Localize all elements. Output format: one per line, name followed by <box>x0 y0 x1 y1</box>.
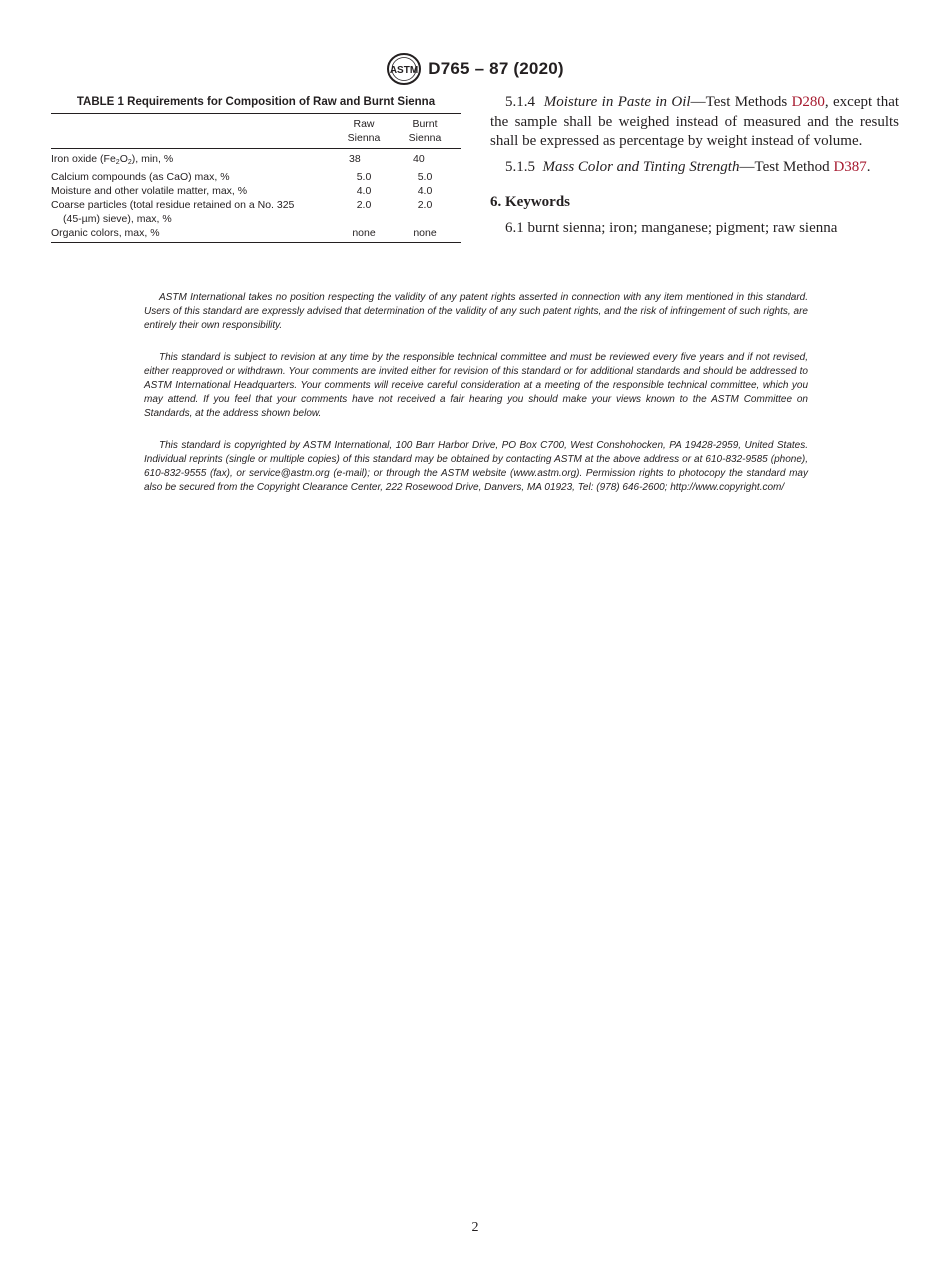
section-heading-keywords: 6. Keywords <box>490 194 570 210</box>
paragraph-5-1-5: 5.1.5 Mass Color and Tinting Strength—Test Method D387. <box>505 158 871 175</box>
table-row <box>51 198 461 226</box>
row-label: Calcium compounds (as CaO) max, % <box>51 171 230 183</box>
svg-text:ASTM: ASTM <box>390 65 419 76</box>
right-column-text <box>490 93 899 238</box>
row-label: Organic colors, max, % <box>51 226 339 243</box>
revision-note: This standard is subject to revision at any time by the responsible technical committee and must be reviewed every five years and if not revised, either reapproved or withdrawn. Your comments are invited either for revision of this standard or for additional standards and should be addressed to ASTM International Headquarters. Your comments will receive careful consideration at a meeting of the responsible technical committee, which you may attend. If you feel that your comments have not received a fair hearing you should make your views known to the ASTM Committee on Standards, at the address shown below. <box>144 352 808 419</box>
table-header-row <box>51 114 461 149</box>
table-row <box>51 149 461 171</box>
page-header <box>0 52 950 86</box>
raw-value: 38 <box>349 153 361 165</box>
link-d280[interactable]: D280 <box>791 94 825 110</box>
burnt-value: 40 <box>413 153 425 165</box>
paragraph-6-1: 6.1 burnt sienna; iron; manganese; pigment; raw sienna <box>505 219 838 236</box>
copyright-note: This standard is copyrighted by ASTM International, 100 Barr Harbor Drive, PO Box C700, West Conshohocken, PA 19428-2959, United States. Individual reprints (single or multiple copies) of this standard may be obtained by contacting ASTM at the above address or at 610-832-9585 (phone), 610-832-9555 (fax), or service@astm.org (e-mail); or through the ASTM website (www.astm.org). Permission rights to photocopy the standard may also be secured from the Copyright Clearance Center, 222 Rosewood Drive, Danvers, MA 01923, Tel: (978) 646-2600; http://www.copyright.com/ <box>144 440 808 493</box>
link-d387[interactable]: D387 <box>833 158 867 175</box>
row-label: Coarse particles (total residue retained on a No. 325 (45-µm) sieve), max, % <box>51 199 295 225</box>
requirements-table <box>51 113 461 243</box>
astm-logo-icon <box>386 52 422 86</box>
requirements-table-block <box>51 95 461 243</box>
patent-note: ASTM International takes no position respecting the validity of any patent rights asserted in connection with any item mentioned in this standard. Users of this standard are expressly advised that determination of the validity of any such patent rights, and the risk of infringement of such rights, are entirely their own responsibility. <box>144 292 808 331</box>
document-designation: D765 – 87 (2020) <box>428 59 564 78</box>
raw-value: none <box>339 226 389 243</box>
legal-notes <box>144 291 808 514</box>
burnt-value: 5.0 <box>417 171 433 183</box>
burnt-value: none <box>389 226 461 243</box>
raw-value: 4.0 <box>356 185 372 197</box>
table-row <box>51 170 461 184</box>
paragraph-5-1-4: 5.1.4 Moisture in Paste in Oil—Test Methods D280, except that the sample shall be weighed instead of measured and the results shall be expressed as percentage by weight instead of volume. <box>490 94 900 149</box>
header-empty-cell <box>51 114 339 149</box>
header-burnt-sienna: Burnt Sienna <box>389 114 461 149</box>
header-raw-sienna: Raw Sienna <box>339 114 389 149</box>
table-row <box>51 226 461 243</box>
raw-value: 2.0 <box>356 199 372 211</box>
raw-value: 5.0 <box>356 171 372 183</box>
burnt-value: 4.0 <box>417 185 433 197</box>
table-row <box>51 184 461 198</box>
burnt-value: 2.0 <box>417 199 433 211</box>
page-number: 2 <box>471 1220 479 1235</box>
table-caption: TABLE 1 Requirements for Composition of Raw and Burnt Sienna <box>76 96 436 108</box>
row-label: Moisture and other volatile matter, max, % <box>51 185 248 197</box>
row-label: Iron oxide $(Fe_2O_2)$, min, % <box>51 153 174 166</box>
